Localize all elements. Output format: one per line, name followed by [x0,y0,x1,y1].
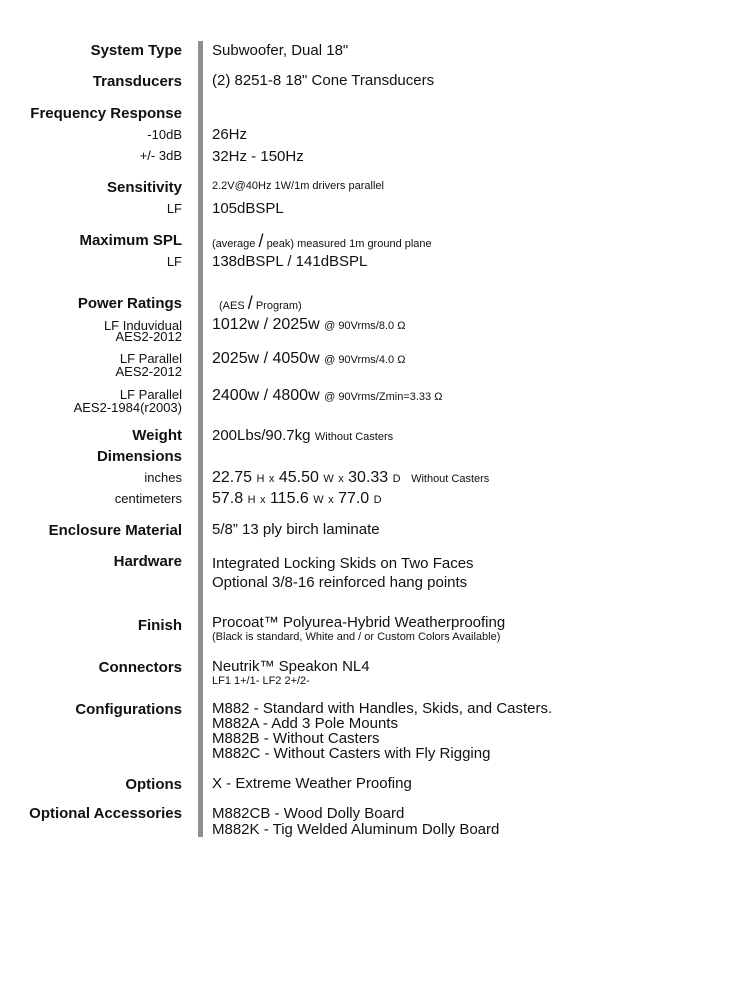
value-dim-cm [212,491,382,507]
sensitivity-note: 2.2V@40Hz 1W/1m drivers parallel [212,180,384,192]
config-item: M882 - Standard with Handles, Skids, and Casters. [212,700,553,717]
dim-cm-d: 77.0 [338,490,370,507]
value-plusminus3db: 32Hz - 150Hz [212,148,304,165]
label-accessories: Optional Accessories [29,805,182,822]
accessory-item: M882K - Tig Welded Aluminum Dolly Board [212,821,500,838]
value-finish: Procoat™ Polyurea-Hybrid Weatherproofing [212,614,506,631]
label-sensitivity-lf: LF [166,201,182,216]
power-r2-condition: @ 90Vrms/4.0 Ω [324,354,406,366]
power-r1-watts: 1012w / 2025w [212,316,320,333]
dim-cm-d-label: D [373,494,382,506]
label-dim-inches: inches [144,470,182,485]
dim-cm-w-label: W [313,494,324,506]
label-power-ratings: Power Ratings [77,295,182,312]
max-spl-note [212,232,432,250]
max-spl-note-b: peak) measured 1m ground plane [266,238,432,250]
dim-inches-note: Without Casters [411,473,490,485]
finish-note: (Black is standard, White and / or Custom Colors Available) [212,631,501,643]
value-dim-inches [212,470,489,486]
value-max-spl-lf: 138dBSPL / 141dBSPL [212,253,368,270]
label-max-spl: Maximum SPL [79,232,182,249]
label-power-r1-line1: LF Induvidual [103,318,182,333]
power-r1-condition: @ 90Vrms/8.0 Ω [324,320,406,332]
weight-value: 200Lbs/90.7kg [212,427,311,444]
vertical-divider [198,41,203,837]
value-connectors: Neutrik™ Speakon NL4 [212,658,370,675]
value-minus10db: 26Hz [212,126,248,143]
dim-inches-w: 45.50 [278,469,319,486]
value-power-r1 [212,317,405,333]
power-note-b: Program) [255,300,302,312]
power-note-slash: / [247,293,253,313]
label-options: Options [125,776,182,793]
dim-inches-h: 22.75 [212,469,253,486]
power-r3-watts: 2400w / 4800w [212,387,320,404]
label-power-r2-line1: LF Parallel [119,351,182,366]
dim-inches-d-label: D [392,473,401,485]
dim-cm-w: 115.6 [269,490,309,507]
value-transducers: (2) 8251-8 18" Cone Transducers [212,72,435,89]
label-power-r1-line2: AES2-2012 [115,329,182,344]
config-item: M882C - Without Casters with Fly Rigging [212,745,491,762]
label-plusminus3db: +/- 3dB [139,148,182,163]
label-finish: Finish [137,617,182,634]
label-system-type: System Type [90,42,182,59]
dim-inches-x1: x [268,473,275,485]
dim-inches-h-label: H [256,473,265,485]
power-note-a: (AES [219,300,245,312]
label-sensitivity: Sensitivity [106,179,182,196]
power-note [219,294,302,312]
label-connectors: Connectors [98,659,182,676]
value-options: X - Extreme Weather Proofing [212,775,412,792]
weight-note: Without Casters [314,431,394,443]
dim-inches-x2: x [338,473,344,485]
power-r2-watts: 2025w / 4050w [212,350,320,367]
max-spl-note-slash: / [258,231,264,251]
accessory-item: M882CB - Wood Dolly Board [212,805,405,822]
value-hardware-line1: Integrated Locking Skids on Two Faces [212,555,474,572]
label-power-r3-line1: LF Parallel [119,387,182,402]
label-minus10db: -10dB [147,127,182,142]
dim-inches-d: 30.33 [348,469,389,486]
connectors-note: LF1 1+/1- LF2 2+/2- [212,675,310,687]
max-spl-note-a: (average [212,238,256,250]
value-power-r2 [212,351,405,367]
value-power-r3 [212,388,442,404]
dim-cm-h-label: H [247,494,256,506]
power-r3-condition: @ 90Vrms/Zmin=3.33 Ω [324,391,443,403]
value-weight [212,428,393,444]
label-enclosure: Enclosure Material [48,522,182,539]
label-max-spl-lf: LF [166,254,182,269]
label-dim-cm: centimeters [114,491,182,506]
label-hardware: Hardware [113,553,182,570]
dim-cm-x2: x [328,494,334,506]
label-dimensions: Dimensions [96,448,182,465]
config-item: M882B - Without Casters [212,730,380,747]
config-item: M882A - Add 3 Pole Mounts [212,715,398,732]
label-weight: Weight [132,427,182,444]
label-configurations: Configurations [75,701,182,718]
label-power-r3-line2: AES2-1984(r2003) [73,400,182,415]
value-enclosure: 5/8” 13 ply birch laminate [212,521,380,538]
value-hardware-line2: Optional 3/8-16 reinforced hang points [212,574,468,591]
value-sensitivity-lf: 105dBSPL [212,200,284,217]
dim-inches-w-label: W [323,473,334,485]
dim-cm-h: 57.8 [212,490,244,507]
label-frequency-response: Frequency Response [30,105,182,122]
label-power-r2-line2: AES2-2012 [115,364,182,379]
label-transducers: Transducers [92,73,182,90]
dim-cm-x1: x [260,494,266,506]
value-system-type: Subwoofer, Dual 18" [212,42,349,59]
